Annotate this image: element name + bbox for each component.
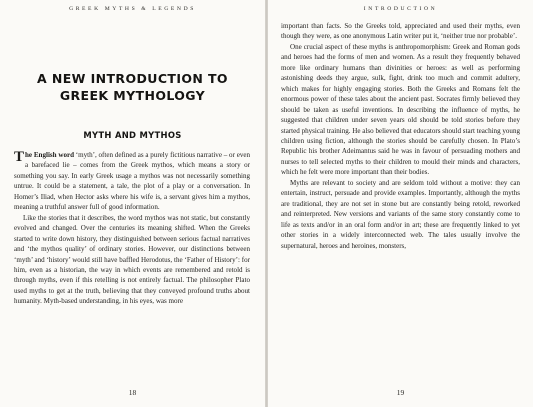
body-text-left — [14, 150, 250, 307]
right-page — [268, 0, 533, 407]
page-number-left: 18 — [128, 388, 137, 397]
chapter-title — [20, 70, 245, 104]
page-number-right: 19 — [396, 388, 405, 397]
paragraph: important than facts. So the Greeks told, appreciated and used their myths, even though they were, as one anonymous Latin writer put it, ‘neither true nor probable’. — [281, 22, 520, 41]
section-heading: MYTH AND MYTHOS — [83, 130, 182, 140]
lead-in: he English word — [25, 151, 75, 159]
running-head-right: INTRODUCTION — [363, 6, 438, 12]
chapter-title-line2: GREEK MYTHOLOGY — [59, 88, 206, 103]
chapter-title-line1: A NEW INTRODUCTION TO — [37, 71, 228, 86]
paragraph: One crucial aspect of these myths is anthropomorphism: Greek and Roman gods and heroes had the forms of men and women. As a result they frequently behaved more like ordinary humans than divinities or heroes: as well as performing astonishing deeds they argue, sulk, fight, drink too much and commit adultery, which makes for highly engaging stories. Both the Greeks and Romans felt the enormous power of these tales about the ancient past. Socrates firmly believed they should be taken as useful inventions. In describing the influence of myths, he suggested that children under seven years old should be told stories before they started physical training. He also believed that educators should start teaching young children using fiction, although the stories should be carefully chosen. In Plato’s Republic his brother Adeimantus said he was in favour of persuading mothers and nurses to tell selected myths to their children to mould their minds and characters, which he felt were more important than their bodies. — [281, 42, 520, 177]
paragraph: Like the stories that it describes, the word mythos was not static, but constantly evolved and changed. Over the centuries its meaning shifted. When the Greeks started to write down history, they distinguished between serious factual narratives and ‘the mythos quality’ of ordinary stories. However, our distinctions between ‘myth’ and ‘history’ would still have baffled Herodotus, the ‘Father of History’: for him, even as a historian, the way in which events are remembered and retold is through myths, even if this retelling is not entirely factual. The philosopher Plato used myths to get at the truth, believing that they conveyed profound truths about humanity. Myth-based understanding, in his eyes, was more — [14, 213, 250, 306]
body-text-right — [281, 21, 520, 251]
running-head-left: GREEK MYTHS & LEGENDS — [69, 6, 196, 12]
paragraph — [14, 150, 250, 213]
left-page — [0, 0, 265, 407]
drop-cap: T — [14, 149, 25, 165]
paragraph-text: ‘myth’, often defined as a purely fictitious narrative – or even a barefaced lie – comes from the Greek mythos, which means a story or something you say. In early Greek usage a mythos was not necessarily something untrue. It could be a statement, a tale, the plot of a play or a conversation. In Homer’s Iliad, when Hector asks where his wife is, a servant gives him a mythos, meaning a truthful answer full of good information. — [14, 151, 250, 212]
paragraph: Myths are relevant to society and are seldom told without a motive: they can entertain, instruct, persuade and provide examples. Importantly, although the myths are traditional, they are not set in stone but are constantly being retold, reworked and reinterpreted. New versions and variants of the same story constantly come to life as texts and/or in an oral form and/or in art; these are frequently linked to yet other stories in a widely interconnected web. The tales usually involve the supernatural, heroes and heroines, monsters, — [281, 178, 520, 250]
